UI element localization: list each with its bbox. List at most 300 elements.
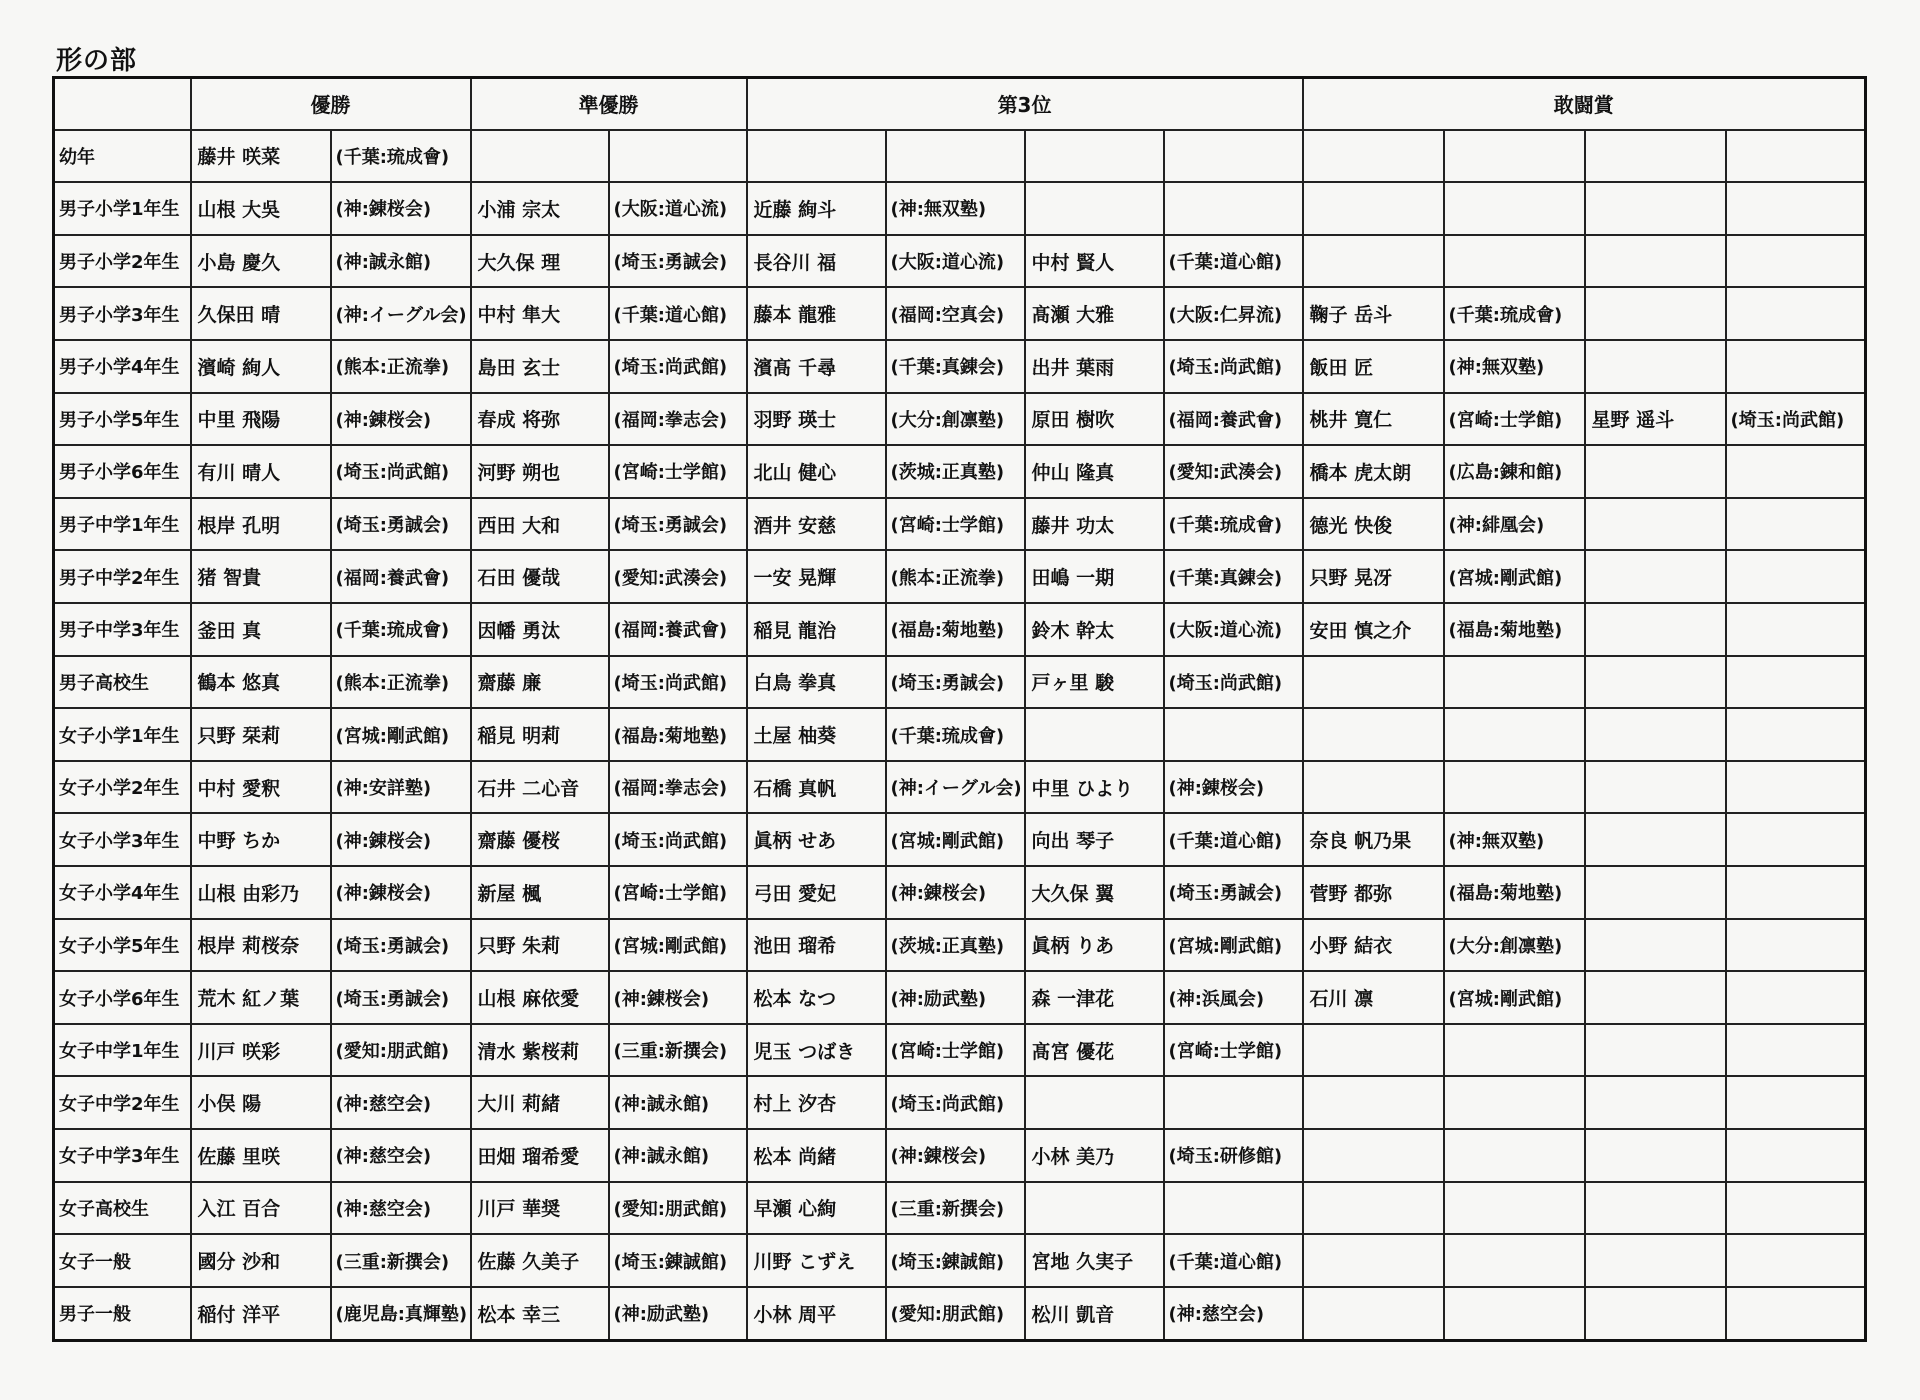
third-2-club-cell: (愛知:武湊会) [1164, 445, 1303, 498]
third-1-club-cell: (宮城:剛武館) [886, 813, 1025, 866]
category-cell: 男子小学6年生 [54, 445, 191, 498]
runner-up-name-cell: 石田 優哉 [471, 550, 609, 603]
table-row [54, 603, 1866, 656]
fighting-2-name-cell [1585, 287, 1726, 340]
table-row [54, 1182, 1866, 1235]
runner-up-club-cell: (福岡:拳志会) [609, 393, 747, 446]
fighting-2-name-cell [1585, 866, 1726, 919]
third-2-name-cell: 中里 ひより [1025, 761, 1164, 814]
category-cell: 女子中学1年生 [54, 1024, 191, 1077]
header-row [54, 78, 1866, 130]
third-1-name-cell: 濱髙 千尋 [747, 340, 886, 393]
third-2-club-cell: (千葉:道心館) [1164, 813, 1303, 866]
fighting-1-club-cell: (福島:菊地塾) [1444, 866, 1585, 919]
third-2-club-cell [1164, 1076, 1303, 1129]
fighting-1-club-cell: (宮城:剛武館) [1444, 550, 1585, 603]
winner-club-cell: (埼玉:勇誠会) [331, 971, 471, 1024]
category-cell: 女子一般 [54, 1234, 191, 1287]
fighting-1-name-cell [1303, 1234, 1444, 1287]
category-cell: 女子小学6年生 [54, 971, 191, 1024]
third-2-name-cell: 出井 葉雨 [1025, 340, 1164, 393]
runner-up-name-cell: 石井 二心音 [471, 761, 609, 814]
category-cell: 男子小学5年生 [54, 393, 191, 446]
third-2-club-cell: (宮城:剛武館) [1164, 919, 1303, 972]
fighting-2-name-cell [1585, 340, 1726, 393]
category-cell: 女子中学3年生 [54, 1129, 191, 1182]
winner-name-cell: 鶴本 悠真 [191, 656, 331, 709]
runner-up-club-cell: (三重:新撰会) [609, 1024, 747, 1077]
fighting-2-name-cell [1585, 1076, 1726, 1129]
third-2-name-cell: 眞柄 りあ [1025, 919, 1164, 972]
third-1-name-cell: 羽野 瑛士 [747, 393, 886, 446]
category-cell: 男子小学1年生 [54, 182, 191, 235]
third-2-club-cell: (大阪:仁昇流) [1164, 287, 1303, 340]
third-1-club-cell: (神:錬桜会) [886, 866, 1025, 919]
third-1-club-cell: (神:イーグル会) [886, 761, 1025, 814]
fighting-1-name-cell: 德光 快俊 [1303, 498, 1444, 551]
fighting-2-club-cell [1726, 813, 1866, 866]
fighting-2-club-cell [1726, 1287, 1866, 1341]
table-row [54, 182, 1866, 235]
runner-up-club-cell: (愛知:朋武館) [609, 1182, 747, 1235]
fighting-1-club-cell [1444, 708, 1585, 761]
fighting-2-name-cell [1585, 1182, 1726, 1235]
fighting-1-name-cell: 鞠子 岳斗 [1303, 287, 1444, 340]
third-2-name-cell: 田嶋 一期 [1025, 550, 1164, 603]
page-title: 形の部 [56, 46, 138, 76]
third-1-club-cell: (茨城:正真塾) [886, 445, 1025, 498]
table-row [54, 971, 1866, 1024]
third-2-club-cell: (千葉:真錬会) [1164, 550, 1303, 603]
runner-up-name-cell: 田畑 瑠希愛 [471, 1129, 609, 1182]
table-row [54, 919, 1866, 972]
table-row [54, 1234, 1866, 1287]
fighting-1-club-cell: (広島:錬和館) [1444, 445, 1585, 498]
winner-name-cell: 釜田 真 [191, 603, 331, 656]
runner-up-name-cell: 小浦 宗太 [471, 182, 609, 235]
winner-name-cell: 只野 栞莉 [191, 708, 331, 761]
winner-club-cell: (千葉:琉成會) [331, 130, 471, 183]
table-row [54, 130, 1866, 183]
fighting-2-club-cell [1726, 1234, 1866, 1287]
runner-up-club-cell: (千葉:道心館) [609, 287, 747, 340]
third-2-name-cell [1025, 130, 1164, 183]
third-2-name-cell: 大久保 翼 [1025, 866, 1164, 919]
third-1-club-cell: (宮崎:士学館) [886, 1024, 1025, 1077]
runner-up-name-cell: 松本 幸三 [471, 1287, 609, 1341]
fighting-2-club-cell [1726, 919, 1866, 972]
third-1-name-cell: 石橋 真帆 [747, 761, 886, 814]
fighting-2-name-cell [1585, 1234, 1726, 1287]
runner-up-club-cell: (埼玉:尚武館) [609, 656, 747, 709]
fighting-2-club-cell [1726, 603, 1866, 656]
header-winner: 優勝 [191, 78, 471, 130]
fighting-2-name-cell [1585, 761, 1726, 814]
third-1-club-cell: (埼玉:尚武館) [886, 1076, 1025, 1129]
third-2-club-cell: (埼玉:尚武館) [1164, 656, 1303, 709]
fighting-2-club-cell [1726, 866, 1866, 919]
fighting-2-name-cell: 星野 遥斗 [1585, 393, 1726, 446]
table-row [54, 1287, 1866, 1341]
third-1-name-cell: 土屋 柚葵 [747, 708, 886, 761]
fighting-1-club-cell: (宮城:剛武館) [1444, 971, 1585, 1024]
winner-club-cell: (神:錬桜会) [331, 393, 471, 446]
category-cell: 男子中学1年生 [54, 498, 191, 551]
fighting-2-club-cell [1726, 235, 1866, 288]
third-2-name-cell: 中村 賢人 [1025, 235, 1164, 288]
third-1-name-cell: 児玉 つばき [747, 1024, 886, 1077]
fighting-1-name-cell [1303, 1024, 1444, 1077]
third-1-name-cell: 北山 健心 [747, 445, 886, 498]
winner-club-cell: (神:イーグル会) [331, 287, 471, 340]
winner-name-cell: 濱崎 絢人 [191, 340, 331, 393]
category-cell: 男子小学3年生 [54, 287, 191, 340]
third-2-club-cell: (千葉:道心館) [1164, 235, 1303, 288]
fighting-2-name-cell [1585, 1024, 1726, 1077]
third-2-club-cell: (千葉:琉成會) [1164, 498, 1303, 551]
fighting-1-name-cell: 小野 結衣 [1303, 919, 1444, 972]
third-1-club-cell: (三重:新撰会) [886, 1182, 1025, 1235]
runner-up-club-cell: (大阪:道心流) [609, 182, 747, 235]
fighting-1-name-cell: 橋本 虎太朗 [1303, 445, 1444, 498]
fighting-2-club-cell [1726, 445, 1866, 498]
runner-up-name-cell: 齋藤 廉 [471, 656, 609, 709]
fighting-1-name-cell: 石川 凛 [1303, 971, 1444, 1024]
third-1-name-cell: 松本 なつ [747, 971, 886, 1024]
third-2-name-cell: 鈴木 幹太 [1025, 603, 1164, 656]
runner-up-name-cell: 因幡 勇汰 [471, 603, 609, 656]
winner-name-cell: 久保田 晴 [191, 287, 331, 340]
table-row [54, 445, 1866, 498]
winner-name-cell: 猪 智貴 [191, 550, 331, 603]
fighting-1-name-cell: 桃井 寛仁 [1303, 393, 1444, 446]
fighting-2-club-cell [1726, 340, 1866, 393]
category-cell: 女子小学1年生 [54, 708, 191, 761]
fighting-2-name-cell [1585, 971, 1726, 1024]
third-1-club-cell: (埼玉:勇誠会) [886, 656, 1025, 709]
winner-club-cell: (千葉:琉成會) [331, 603, 471, 656]
runner-up-club-cell: (神:誠永館) [609, 1076, 747, 1129]
runner-up-name-cell: 島田 玄士 [471, 340, 609, 393]
runner-up-name-cell: 大川 莉緒 [471, 1076, 609, 1129]
fighting-2-name-cell [1585, 235, 1726, 288]
third-1-name-cell: 川野 こずえ [747, 1234, 886, 1287]
runner-up-club-cell: (埼玉:勇誠会) [609, 498, 747, 551]
third-2-name-cell: 戸ヶ里 駿 [1025, 656, 1164, 709]
third-1-club-cell: (愛知:朋武館) [886, 1287, 1025, 1341]
winner-name-cell: 稲付 洋平 [191, 1287, 331, 1341]
fighting-2-name-cell [1585, 130, 1726, 183]
fighting-1-club-cell: (千葉:琉成會) [1444, 287, 1585, 340]
runner-up-club-cell: (宮崎:士学館) [609, 445, 747, 498]
winner-name-cell: 根岸 孔明 [191, 498, 331, 551]
fighting-1-name-cell [1303, 1287, 1444, 1341]
third-1-club-cell: (大阪:道心流) [886, 235, 1025, 288]
third-1-name-cell: 眞柄 せあ [747, 813, 886, 866]
fighting-2-club-cell [1726, 498, 1866, 551]
third-1-name-cell: 近藤 絢斗 [747, 182, 886, 235]
winner-name-cell: 小俣 陽 [191, 1076, 331, 1129]
third-1-name-cell: 長谷川 福 [747, 235, 886, 288]
fighting-2-name-cell [1585, 813, 1726, 866]
third-2-name-cell [1025, 1076, 1164, 1129]
fighting-2-name-cell [1585, 708, 1726, 761]
winner-club-cell: (神:錬桜会) [331, 813, 471, 866]
runner-up-name-cell: 只野 朱莉 [471, 919, 609, 972]
fighting-2-name-cell [1585, 498, 1726, 551]
third-2-name-cell [1025, 182, 1164, 235]
third-2-club-cell: (埼玉:研修館) [1164, 1129, 1303, 1182]
third-1-name-cell: 小林 周平 [747, 1287, 886, 1341]
fighting-2-name-cell [1585, 445, 1726, 498]
runner-up-club-cell: (福島:菊地塾) [609, 708, 747, 761]
runner-up-name-cell [471, 130, 609, 183]
fighting-1-name-cell [1303, 1076, 1444, 1129]
category-cell: 男子高校生 [54, 656, 191, 709]
third-2-club-cell [1164, 1182, 1303, 1235]
category-cell: 男子中学2年生 [54, 550, 191, 603]
fighting-2-club-cell [1726, 708, 1866, 761]
category-cell: 女子小学2年生 [54, 761, 191, 814]
table-row [54, 866, 1866, 919]
category-cell: 女子中学2年生 [54, 1076, 191, 1129]
fighting-1-club-cell [1444, 1234, 1585, 1287]
winner-name-cell: 根岸 莉桜奈 [191, 919, 331, 972]
fighting-1-club-cell [1444, 235, 1585, 288]
table-row [54, 1129, 1866, 1182]
third-1-name-cell: 酒井 安慈 [747, 498, 886, 551]
runner-up-club-cell: (福岡:拳志会) [609, 761, 747, 814]
runner-up-club-cell: (福岡:養武會) [609, 603, 747, 656]
fighting-1-club-cell: (大分:創凛塾) [1444, 919, 1585, 972]
third-2-club-cell [1164, 708, 1303, 761]
fighting-2-name-cell [1585, 1129, 1726, 1182]
fighting-1-club-cell: (宮崎:士学館) [1444, 393, 1585, 446]
third-2-club-cell: (埼玉:尚武館) [1164, 340, 1303, 393]
third-1-name-cell: 早瀬 心絢 [747, 1182, 886, 1235]
fighting-1-club-cell [1444, 130, 1585, 183]
third-2-club-cell: (神:慈空会) [1164, 1287, 1303, 1341]
fighting-1-name-cell [1303, 130, 1444, 183]
runner-up-name-cell: 大久保 理 [471, 235, 609, 288]
table-row [54, 761, 1866, 814]
header-runner-up: 準優勝 [471, 78, 747, 130]
fighting-2-club-cell [1726, 656, 1866, 709]
third-2-club-cell: (埼玉:勇誠会) [1164, 866, 1303, 919]
runner-up-name-cell: 清水 紫桜莉 [471, 1024, 609, 1077]
fighting-1-club-cell: (福島:菊地塾) [1444, 603, 1585, 656]
third-2-name-cell: 宮地 久実子 [1025, 1234, 1164, 1287]
runner-up-name-cell: 河野 朔也 [471, 445, 609, 498]
runner-up-name-cell: 春成 将弥 [471, 393, 609, 446]
fighting-2-name-cell [1585, 182, 1726, 235]
winner-name-cell: 川戸 咲彩 [191, 1024, 331, 1077]
third-2-name-cell: 森 一津花 [1025, 971, 1164, 1024]
third-2-club-cell [1164, 130, 1303, 183]
third-1-club-cell: (茨城:正真塾) [886, 919, 1025, 972]
fighting-2-club-cell [1726, 761, 1866, 814]
runner-up-club-cell: (神:誠永館) [609, 1129, 747, 1182]
category-cell: 男子小学4年生 [54, 340, 191, 393]
fighting-1-name-cell [1303, 656, 1444, 709]
third-2-name-cell: 仲山 隆真 [1025, 445, 1164, 498]
fighting-2-club-cell [1726, 1182, 1866, 1235]
table-row [54, 498, 1866, 551]
winner-name-cell: 佐藤 里咲 [191, 1129, 331, 1182]
fighting-1-club-cell [1444, 1129, 1585, 1182]
fighting-2-club-cell [1726, 1076, 1866, 1129]
third-2-club-cell [1164, 182, 1303, 235]
fighting-1-club-cell [1444, 182, 1585, 235]
winner-name-cell: 藤井 咲菜 [191, 130, 331, 183]
fighting-2-club-cell [1726, 1024, 1866, 1077]
fighting-2-club-cell: (埼玉:尚武館) [1726, 393, 1866, 446]
winner-club-cell: (宮城:剛武館) [331, 708, 471, 761]
winner-club-cell: (三重:新撰会) [331, 1234, 471, 1287]
fighting-1-name-cell [1303, 1182, 1444, 1235]
fighting-2-name-cell [1585, 603, 1726, 656]
winner-club-cell: (愛知:朋武館) [331, 1024, 471, 1077]
runner-up-club-cell [609, 130, 747, 183]
table-row [54, 1076, 1866, 1129]
runner-up-name-cell: 齋藤 優桜 [471, 813, 609, 866]
fighting-1-club-cell [1444, 1024, 1585, 1077]
table-row [54, 393, 1866, 446]
third-1-club-cell: (宮崎:士学館) [886, 498, 1025, 551]
third-2-club-cell: (宮崎:士学館) [1164, 1024, 1303, 1077]
runner-up-club-cell: (埼玉:尚武館) [609, 340, 747, 393]
fighting-1-club-cell [1444, 761, 1585, 814]
runner-up-club-cell: (埼玉:錬誠館) [609, 1234, 747, 1287]
fighting-1-club-cell: (神:緋凰会) [1444, 498, 1585, 551]
runner-up-name-cell: 西田 大和 [471, 498, 609, 551]
fighting-2-club-cell [1726, 1129, 1866, 1182]
runner-up-club-cell: (埼玉:尚武館) [609, 813, 747, 866]
fighting-1-club-cell [1444, 1182, 1585, 1235]
winner-club-cell: (埼玉:尚武館) [331, 445, 471, 498]
winner-club-cell: (神:慈空会) [331, 1076, 471, 1129]
winner-club-cell: (神:慈空会) [331, 1182, 471, 1235]
runner-up-club-cell: (宮崎:士学館) [609, 866, 747, 919]
third-1-name-cell [747, 130, 886, 183]
fighting-1-club-cell [1444, 1287, 1585, 1341]
runner-up-club-cell: (神:励武塾) [609, 1287, 747, 1341]
table-row [54, 550, 1866, 603]
winner-name-cell: 中村 愛釈 [191, 761, 331, 814]
table-row [54, 1024, 1866, 1077]
third-2-name-cell: 藤井 功太 [1025, 498, 1164, 551]
fighting-2-name-cell [1585, 1287, 1726, 1341]
runner-up-name-cell: 新屋 楓 [471, 866, 609, 919]
winner-name-cell: 荒木 紅ノ葉 [191, 971, 331, 1024]
third-1-name-cell: 稲見 龍治 [747, 603, 886, 656]
runner-up-club-cell: (愛知:武湊会) [609, 550, 747, 603]
table-row [54, 287, 1866, 340]
table-row [54, 708, 1866, 761]
table-row [54, 340, 1866, 393]
winner-name-cell: 國分 沙和 [191, 1234, 331, 1287]
fighting-1-name-cell [1303, 1129, 1444, 1182]
winner-club-cell: (熊本:正流拳) [331, 340, 471, 393]
third-1-club-cell: (神:励武塾) [886, 971, 1025, 1024]
fighting-2-club-cell [1726, 971, 1866, 1024]
fighting-1-name-cell: 飯田 匠 [1303, 340, 1444, 393]
fighting-1-name-cell: 菅野 都弥 [1303, 866, 1444, 919]
results-body [54, 130, 1866, 1341]
third-1-name-cell: 白鳥 拳真 [747, 656, 886, 709]
category-cell: 男子中学3年生 [54, 603, 191, 656]
third-2-club-cell: (神:浜風会) [1164, 971, 1303, 1024]
fighting-2-club-cell [1726, 130, 1866, 183]
winner-club-cell: (神:誠永館) [331, 235, 471, 288]
runner-up-name-cell: 山根 麻依愛 [471, 971, 609, 1024]
header-corner [54, 78, 191, 130]
category-cell: 女子高校生 [54, 1182, 191, 1235]
runner-up-name-cell: 川戸 華奨 [471, 1182, 609, 1235]
fighting-1-name-cell [1303, 761, 1444, 814]
fighting-1-name-cell [1303, 708, 1444, 761]
runner-up-club-cell: (宮城:剛武館) [609, 919, 747, 972]
third-1-name-cell: 弓田 愛妃 [747, 866, 886, 919]
fighting-2-name-cell [1585, 656, 1726, 709]
third-1-name-cell: 一安 晃輝 [747, 550, 886, 603]
fighting-1-name-cell: 安田 慎之介 [1303, 603, 1444, 656]
fighting-2-name-cell [1585, 550, 1726, 603]
fighting-1-name-cell [1303, 235, 1444, 288]
third-2-club-cell: (大阪:道心流) [1164, 603, 1303, 656]
fighting-2-name-cell [1585, 919, 1726, 972]
third-1-club-cell: (埼玉:錬誠館) [886, 1234, 1025, 1287]
third-1-club-cell: (大分:創凛塾) [886, 393, 1025, 446]
table-row [54, 813, 1866, 866]
third-2-club-cell: (千葉:道心館) [1164, 1234, 1303, 1287]
fighting-1-name-cell: 奈良 帆乃果 [1303, 813, 1444, 866]
third-1-club-cell: (神:錬桜会) [886, 1129, 1025, 1182]
third-1-club-cell: (福島:菊地塾) [886, 603, 1025, 656]
winner-name-cell: 中里 飛陽 [191, 393, 331, 446]
fighting-1-name-cell: 只野 晃冴 [1303, 550, 1444, 603]
winner-name-cell: 有川 晴人 [191, 445, 331, 498]
winner-name-cell: 山根 由彩乃 [191, 866, 331, 919]
runner-up-club-cell: (神:錬桜会) [609, 971, 747, 1024]
results-table [52, 76, 1867, 1342]
third-1-name-cell: 池田 瑠希 [747, 919, 886, 972]
winner-club-cell: (神:慈空会) [331, 1129, 471, 1182]
runner-up-name-cell: 佐藤 久美子 [471, 1234, 609, 1287]
fighting-1-club-cell: (神:無双塾) [1444, 813, 1585, 866]
winner-name-cell: 入江 百合 [191, 1182, 331, 1235]
runner-up-name-cell: 中村 隼大 [471, 287, 609, 340]
third-1-name-cell: 松本 尚緒 [747, 1129, 886, 1182]
winner-name-cell: 中野 ちか [191, 813, 331, 866]
winner-club-cell: (埼玉:勇誠会) [331, 498, 471, 551]
winner-club-cell: (福岡:養武會) [331, 550, 471, 603]
third-1-club-cell: (熊本:正流拳) [886, 550, 1025, 603]
third-2-name-cell: 小林 美乃 [1025, 1129, 1164, 1182]
runner-up-club-cell: (埼玉:勇誠会) [609, 235, 747, 288]
fighting-1-club-cell [1444, 656, 1585, 709]
third-1-club-cell: (千葉:真錬会) [886, 340, 1025, 393]
third-2-name-cell: 髙宮 優花 [1025, 1024, 1164, 1077]
third-1-club-cell [886, 130, 1025, 183]
table-row [54, 656, 1866, 709]
winner-club-cell: (神:安詳塾) [331, 761, 471, 814]
category-cell: 女子小学3年生 [54, 813, 191, 866]
category-cell: 男子一般 [54, 1287, 191, 1341]
category-cell: 男子小学2年生 [54, 235, 191, 288]
header-fighting-spirit: 敢闘賞 [1303, 78, 1866, 130]
fighting-1-club-cell: (神:無双塾) [1444, 340, 1585, 393]
